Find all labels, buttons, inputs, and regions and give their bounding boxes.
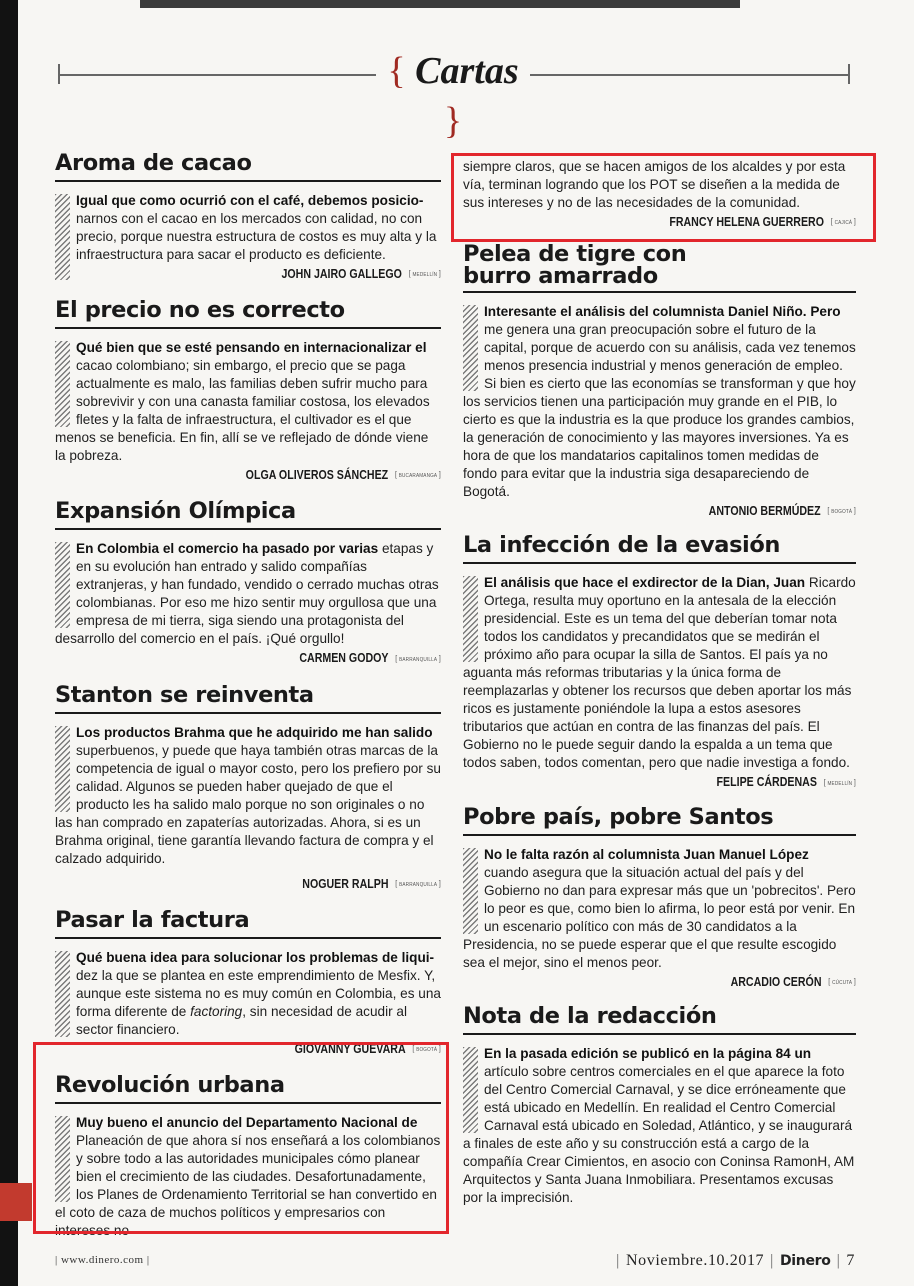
header-tick-left — [58, 64, 60, 84]
letter-title-line-1: Pelea de tigre con — [463, 241, 687, 268]
letter-text: cuando asegura que la situación actual del país y del Gobierno no dan para expresar más que un 'pobrecitos'. Pero lo peor es que, como bien lo afirma, lo peor está por venir. En un escenario político con más de 30 candidatos a la Presidencia, no se puede esperar que el que resulte escogido sea el mejor, sino el menos peor. — [463, 864, 856, 970]
letter-la-infeccion-de-la-evasion — [463, 532, 856, 791]
letter-pelea-de-tigre — [463, 243, 856, 520]
header-rule-left — [58, 74, 376, 76]
title-rule — [463, 291, 856, 293]
letter-body — [55, 192, 441, 264]
letter-expansion-olimpica — [55, 498, 441, 667]
letter-title: Revolución urbana — [55, 1072, 285, 1099]
right-column — [463, 158, 856, 1207]
letter-title: Nota de la redacción — [463, 1002, 717, 1029]
letter-text: cacao colombiano; sin embargo, el precio que se paga actualmente es malo, las familias deben sufrir mucho para sobrevivir y con una canasta familiar costosa, los elevados fletes y la falta de infraestructura, el cultivador es el que menos se beneficia. En fin, allí se ve reflejado de dónde viene la pobreza. — [55, 358, 430, 464]
letter-el-precio-no-es-correcto — [55, 297, 441, 484]
title-rule — [55, 180, 441, 182]
letter-lead: Muy bueno el anuncio del Departamento Nacional de — [76, 1115, 418, 1131]
letter-pasar-la-factura — [55, 907, 441, 1058]
hatch-ornament — [463, 1047, 478, 1133]
letter-signature: CARMEN GODOY[ BARRANQUILLA ] — [113, 650, 441, 667]
highlight-box-revolucion-urbana — [33, 1042, 449, 1234]
letter-body — [55, 724, 441, 868]
signature-city: [ MEDELLÍN ] — [409, 272, 441, 278]
letter-lead: Qué bien que se esté pensando en internacionalizar el — [76, 340, 427, 356]
hatch-ornament — [55, 341, 70, 427]
letter-text: artículo sobre centros comerciales en el que aparece la foto del Centro Comercial Carnaval, y se dice erróneamente que está ubicado en Medellín. En realidad el Centro Comercial Carnaval está ubicado en Soledad, Atlántico, y se inaugurará a finales de este año y su construcción está a cargo de la compañía Crear Cimientos, en asocio con Coninsa RamonH, AM Arquitectos y Santa Juana Inmobiliara. Presentamos excusas por la imprecisión. — [463, 1063, 855, 1205]
section-title-text: Cartas — [415, 50, 519, 92]
letter-title — [463, 241, 856, 290]
letter-title-line-2: burro amarrado — [463, 263, 658, 290]
title-rule — [55, 712, 441, 714]
letter-text: superbuenos, y puede que haya también otras marcas de la competencia de igual o mayor costo, pero los prefiero por su calidad. Algunos se pueden haber quejado de que el producto les ha salido malo porque no son originales o no las han comprado en zapaterías autorizadas. Ahora, si es un Brahma original, tiene garantía llevando factura de compra y el calzado adquirido. — [55, 742, 441, 866]
letter-signature: ARCADIO CERÓN[ CÚCUTA ] — [522, 974, 856, 991]
title-rule — [55, 327, 441, 329]
letter-lead: En Colombia el comercio ha pasado por varias — [76, 541, 379, 557]
letter-body — [463, 574, 856, 772]
letter-signature: NOGUER RALPH[ BARRANQUILLA ] — [113, 876, 441, 893]
letter-text: Ricardo Ortega, resulta muy oportuno en la antesala de la elección presidencial. Este es un tema del que deberían tomar nota todos los candidatos y precandidatos que se medirán el próximo año para ocupar la silla de Santos. El país ya no aguanta más reformas tributarias y la única forma de reemplazarlas y obtener los recursos que deben aportar los más ricos es justamente poniéndole la lupa a estos asesores tributarios que actúan en contra de las finanzas del país. El Gobierno no le puede seguir dando la espalda a un tema que todos saben, todos comentan, pero que nadie investiga a fondo. — [463, 575, 856, 771]
signature-city: [ BARRANQUILLA ] — [395, 657, 441, 663]
hatch-ornament — [55, 542, 70, 628]
letter-lead: Qué buena idea para solucionar los problemas de liqui- — [76, 949, 435, 965]
title-rule — [463, 834, 856, 836]
letter-aroma-de-cacao — [55, 150, 441, 283]
letter-text-end: , sin necesidad de acudir al sector financiero. — [76, 1003, 407, 1037]
signature-city: [ MEDELLÍN ] — [824, 781, 856, 787]
highlight-box-continuation — [451, 153, 876, 242]
letter-signature: OLGA OLIVEROS SÁNCHEZ[ BUCARAMANGA ] — [113, 467, 441, 484]
letter-title: El precio no es correcto — [55, 297, 345, 324]
letter-text: dez la que se plantea en este emprendimiento de Mesfix. Y, aunque este sistema no es muy común en Colombia, es una forma diferente de — [76, 967, 441, 1019]
letter-text: etapas y en su evolución han entrado y salido compañías extranjeras, y han fundado, vendido o cerrado muchas otras colombianas. Por eso me hizo sentir muy orgullosa que una empresa de mi tierra, siga siendo una protagonista del desarrollo del comercio en el país. ¡Qué orgullo! — [55, 541, 439, 647]
letter-signature: JOHN JAIRO GALLEGO[ MEDELLÍN ] — [113, 266, 441, 283]
letter-title: Pasar la factura — [55, 906, 250, 933]
letter-body — [463, 1045, 856, 1207]
signature-city: [ BOGOTÁ ] — [412, 1047, 441, 1053]
letter-title: Stanton se reinventa — [55, 681, 314, 708]
letter-text: Planeación de que ahora sí nos enseñará a los colombianos y sobre todo a las autoridades municipales cómo planear bien el crecimiento de las ciudades. Desafortunadamente, los Planes de Ordenamiento Territorial se han convertido en el coto de caza de muchos políticos y empresarios con intereses no — [55, 1133, 441, 1239]
letter-title: Aroma de cacao — [55, 150, 252, 176]
footer-date: Noviembre.10.2017 — [625, 1252, 765, 1269]
header-rule-right — [530, 74, 850, 76]
letter-body — [463, 303, 856, 501]
title-rule — [463, 562, 856, 564]
letter-lead: No le falta razón al columnista Juan Manuel López — [484, 846, 809, 862]
letter-body — [55, 540, 441, 648]
page-number: 7 — [846, 1252, 855, 1269]
letter-lead: En la pasada edición se publicó en la página 84 un — [484, 1045, 812, 1061]
signature-city: [ BOGOTÁ ] — [827, 509, 856, 515]
letter-lead: Interesante el análisis del columnista Daniel Niño. Pero — [484, 304, 841, 320]
hatch-ornament — [55, 194, 70, 280]
section-header — [58, 46, 850, 142]
letter-lead: Igual que como ocurrió con el café, debemos posicio- — [76, 193, 424, 208]
hatch-ornament — [463, 305, 478, 391]
letter-pobre-pais-pobre-santos — [463, 804, 856, 991]
hatch-ornament — [55, 951, 70, 1037]
letter-text: me genera una gran preocupación sobre el futuro de la capital, porque de acuerdo con su análisis, cada vez tenemos menos presencia industrial y menos generación de empleo. Si bien es cierto que las economías se transforman y que hoy los servicios tienen una participación muy grande en el PIB, lo cierto es que la industria es la que produce los grandes cambios, la generación de conocimiento y las mayores inversiones. Ya es hora de que los mandatarios capitalinos tomen medidas de fondo para evitar que la industria siga desapareciendo de Bogotá. — [463, 322, 856, 500]
footer-brand: Dinero — [779, 1253, 831, 1269]
top-edge-strip — [140, 0, 740, 8]
title-rule — [55, 937, 441, 939]
page-footer — [55, 1252, 855, 1276]
hatch-ornament — [463, 848, 478, 934]
hatch-ornament — [463, 576, 478, 662]
spine-color-tab — [0, 1183, 32, 1221]
letter-title: Pobre país, pobre Santos — [463, 803, 774, 830]
letter-stanton-se-reinventa — [55, 682, 441, 893]
hatch-ornament — [55, 726, 70, 812]
signature-city: [ BARRANQUILLA ] — [395, 882, 441, 888]
letter-signature: GIOVANNY GUEVARA[ BOGOTÁ ] — [113, 1041, 441, 1058]
letter-lead: El análisis que hace el exdirector de la Dian, Juan — [484, 575, 806, 591]
letter-lead: Los productos Brahma que he adquirido me han salido — [76, 724, 433, 740]
footer-folio: | Noviembre.10.2017 | Dinero | 7 — [616, 1252, 855, 1269]
letter-body — [55, 949, 441, 1039]
title-rule — [55, 528, 441, 530]
letter-text-emphasis: factoring — [190, 1003, 243, 1019]
letter-title: La infección de la evasión — [463, 532, 781, 559]
letter-title: Expansión Olímpica — [55, 498, 296, 525]
signature-city: [ BUCARAMANGA ] — [395, 473, 441, 479]
letter-nota-de-la-redaccion — [463, 1003, 856, 1207]
letter-body — [55, 339, 441, 465]
signature-city: [ CÚCUTA ] — [828, 980, 856, 986]
header-tick-right — [848, 64, 850, 84]
page-spine — [0, 0, 18, 1286]
letter-text: narnos con el cacao en los mercados con calidad, no con precio, porque nuestra estructura de costos es muy alta y la infraestructura para sacar el producto es deficiente. — [76, 211, 437, 262]
section-title — [376, 46, 530, 146]
letter-continuation: siempre claros, que se hacen amigos de los alcaldes y por esta vía, terminan logrando que los POT se diseñen a la medida de sus intereses y no de las necesidades de la comunidad. — [463, 159, 846, 210]
letter-signature: FRANCY HELENA GUERRERO[ CAJICÁ ] — [522, 214, 856, 231]
signature-city: [ CAJICÁ ] — [831, 220, 856, 226]
letter-signature: ANTONIO BERMÚDEZ[ BOGOTÁ ] — [522, 503, 856, 520]
footer-url: | www.dinero.com | — [55, 1254, 150, 1266]
brace-close: } — [443, 100, 463, 142]
letter-signature: FELIPE CÁRDENAS[ MEDELLÍN ] — [522, 774, 856, 791]
title-rule — [463, 1033, 856, 1035]
letter-body — [463, 846, 856, 972]
brace-open: { — [387, 50, 406, 92]
